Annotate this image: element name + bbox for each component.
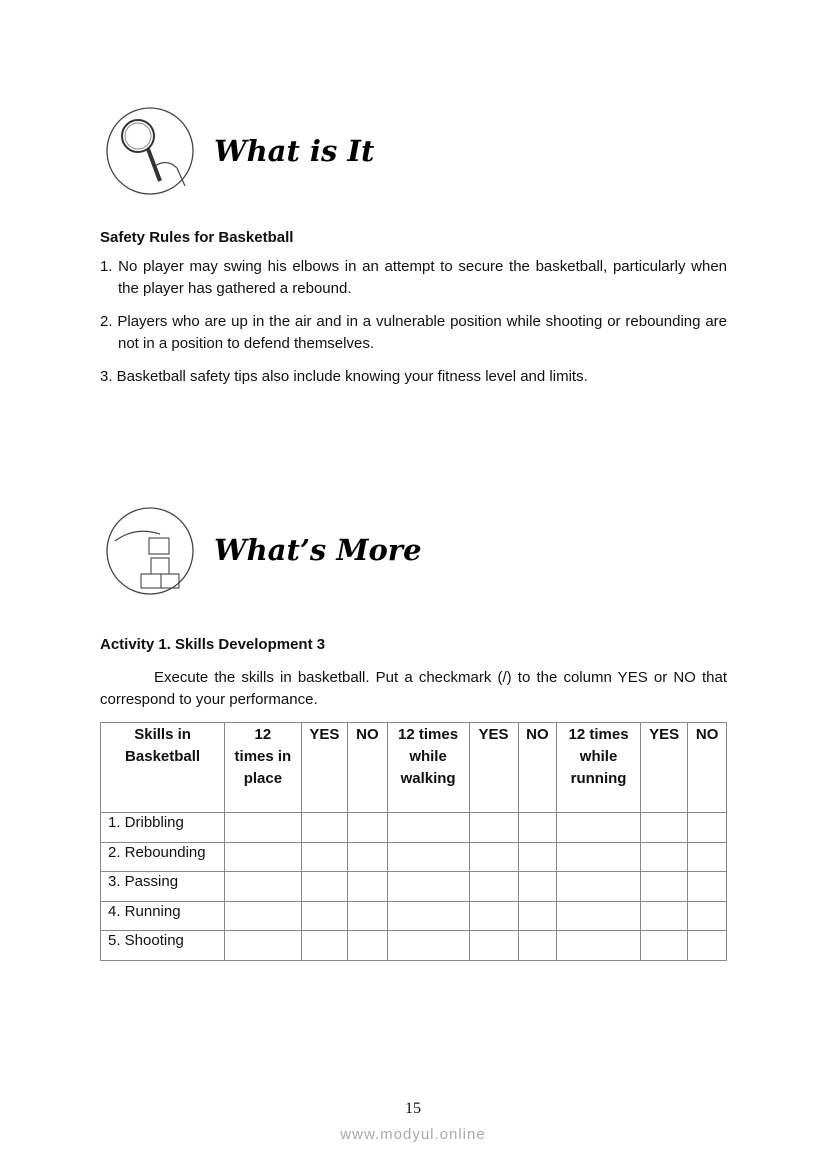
header-cell: NO: [348, 723, 387, 813]
yes-cell[interactable]: [301, 872, 348, 902]
header-cell: NO: [688, 723, 727, 813]
no-cell[interactable]: [518, 931, 557, 961]
table-row: [101, 901, 727, 931]
header-cell: 12 times while walking: [387, 723, 469, 813]
yes-cell[interactable]: [640, 813, 687, 843]
times-cell[interactable]: [225, 901, 301, 931]
header-cell: 12 times while running: [557, 723, 641, 813]
table-row: [101, 931, 727, 961]
skill-label: 1. Dribbling: [101, 813, 225, 843]
section-subtitle: Safety Rules for Basketball: [100, 229, 294, 246]
stacking-blocks-icon: [105, 506, 195, 596]
no-cell[interactable]: [688, 901, 727, 931]
table-header-row: [101, 723, 727, 813]
skills-table: [100, 722, 727, 961]
header-cell: 12 times in place: [225, 723, 301, 813]
no-cell[interactable]: [518, 842, 557, 872]
times-cell[interactable]: [557, 901, 641, 931]
yes-cell[interactable]: [301, 813, 348, 843]
times-cell[interactable]: [387, 842, 469, 872]
watermark: www.modyul.online: [340, 1126, 486, 1143]
times-cell[interactable]: [225, 872, 301, 902]
no-cell[interactable]: [518, 901, 557, 931]
skill-label: 3. Passing: [101, 872, 225, 902]
times-cell[interactable]: [225, 842, 301, 872]
yes-cell[interactable]: [469, 901, 518, 931]
yes-cell[interactable]: [301, 842, 348, 872]
yes-cell[interactable]: [469, 872, 518, 902]
header-cell: YES: [640, 723, 687, 813]
section-heading: What is It: [214, 134, 375, 168]
yes-cell[interactable]: [469, 813, 518, 843]
activity-instructions: Execute the skills in basketball. Put a checkmark (/) to the column YES or NO that correspond to your performance.: [100, 669, 727, 708]
yes-cell[interactable]: [640, 842, 687, 872]
yes-cell[interactable]: [469, 931, 518, 961]
no-cell[interactable]: [688, 931, 727, 961]
page-number: 15: [405, 1100, 421, 1117]
yes-cell[interactable]: [640, 901, 687, 931]
rule-2: 2. Players who are up in the air and in a vulnerable position while shooting or rebounding are not in a position to defend themselves.: [100, 313, 727, 352]
no-cell[interactable]: [518, 872, 557, 902]
times-cell[interactable]: [225, 813, 301, 843]
section-heading: What’s More: [214, 533, 422, 567]
no-cell[interactable]: [348, 842, 387, 872]
no-cell[interactable]: [688, 813, 727, 843]
yes-cell[interactable]: [640, 872, 687, 902]
table-row: [101, 872, 727, 902]
skill-label: 5. Shooting: [101, 931, 225, 961]
no-cell[interactable]: [348, 901, 387, 931]
times-cell[interactable]: [557, 842, 641, 872]
times-cell[interactable]: [387, 901, 469, 931]
no-cell[interactable]: [348, 813, 387, 843]
magnifying-glass-icon: [105, 106, 195, 196]
skill-label: 2. Rebounding: [101, 842, 225, 872]
times-cell[interactable]: [225, 931, 301, 961]
no-cell[interactable]: [348, 931, 387, 961]
yes-cell[interactable]: [469, 842, 518, 872]
times-cell[interactable]: [387, 931, 469, 961]
yes-cell[interactable]: [301, 901, 348, 931]
rule-1: 1. No player may swing his elbows in an attempt to secure the basketball, particularly when the player has gathered a rebound.: [100, 258, 727, 297]
times-cell[interactable]: [557, 813, 641, 843]
header-cell: YES: [301, 723, 348, 813]
no-cell[interactable]: [688, 872, 727, 902]
no-cell[interactable]: [518, 813, 557, 843]
table-row: [101, 842, 727, 872]
header-cell: YES: [469, 723, 518, 813]
times-cell[interactable]: [557, 931, 641, 961]
no-cell[interactable]: [688, 842, 727, 872]
header-cell: Skills in Basketball: [101, 723, 225, 813]
header-cell: NO: [518, 723, 557, 813]
activity-title: Activity 1. Skills Development 3: [100, 636, 326, 653]
no-cell[interactable]: [348, 872, 387, 902]
yes-cell[interactable]: [301, 931, 348, 961]
times-cell[interactable]: [387, 813, 469, 843]
rule-3: 3. Basketball safety tips also include knowing your fitness level and limits.: [100, 368, 588, 385]
times-cell[interactable]: [557, 872, 641, 902]
times-cell[interactable]: [387, 872, 469, 902]
table-row: [101, 813, 727, 843]
yes-cell[interactable]: [640, 931, 687, 961]
skill-label: 4. Running: [101, 901, 225, 931]
